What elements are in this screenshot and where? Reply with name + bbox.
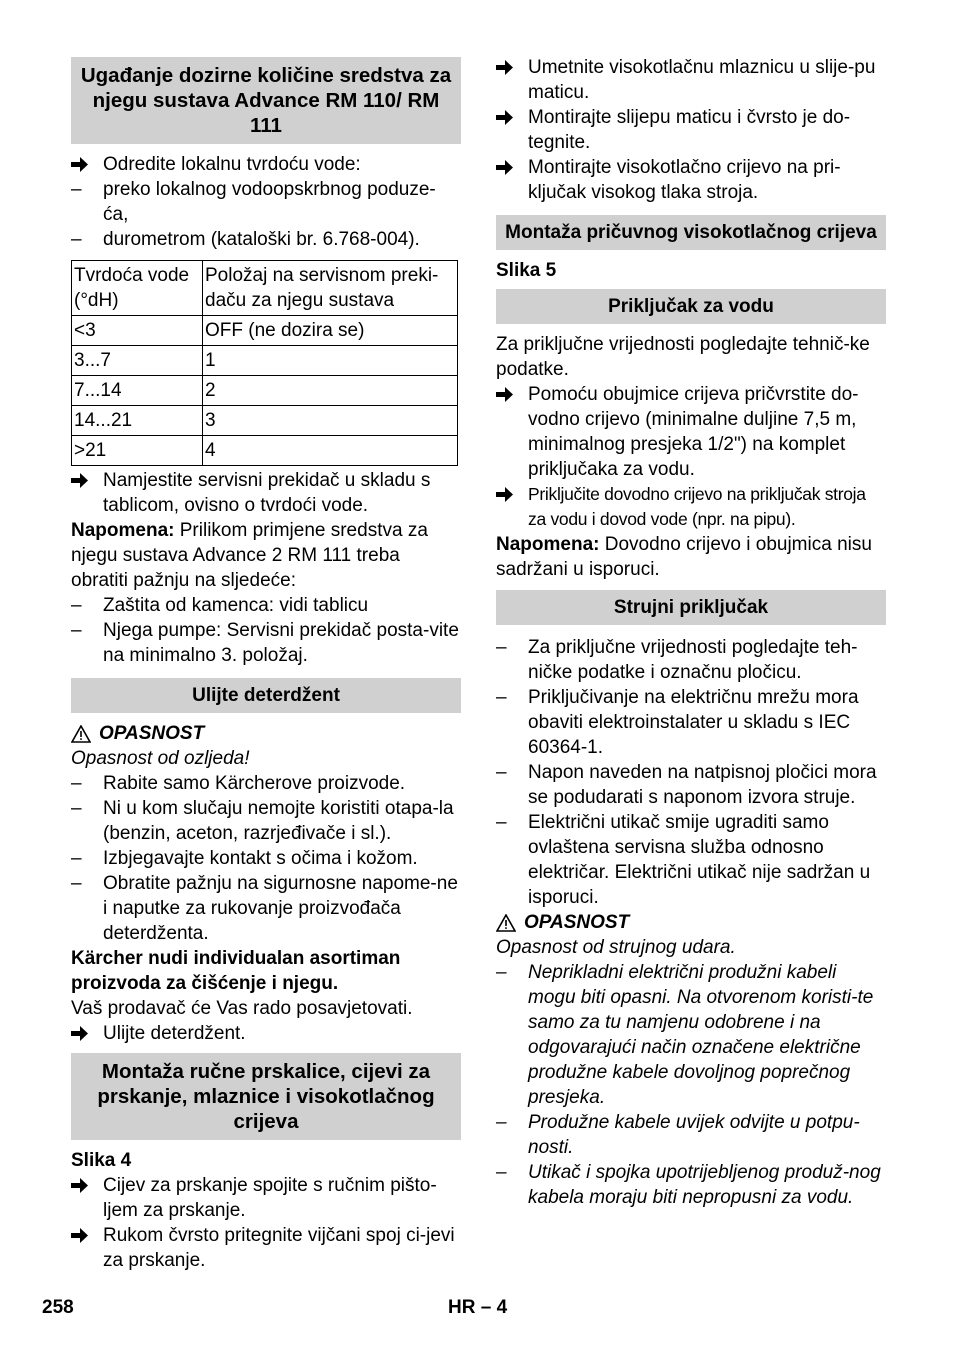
bold-paragraph: Kärcher nudi individualan asortiman proizvoda za čišćenje i njegu. bbox=[71, 948, 401, 994]
note-paragraph: Napomena: Prilikom primjene sredstva za njegu sustava Advance 2 RM 111 treba obratiti pažnju na sljedeće: bbox=[71, 520, 428, 591]
arrow-right-icon bbox=[71, 1173, 103, 1193]
dash-item: – Rabite samo Kärcherove proizvode. bbox=[71, 773, 406, 794]
dash-item: – preko lokalnog vodoopskrbnog poduze-ća, bbox=[71, 179, 436, 225]
dash-item: – Napon naveden na natpisnoj pločici mora se podudarati s naponom izvora struje. bbox=[496, 762, 877, 808]
water-hardness-table bbox=[71, 260, 458, 466]
table-cell: 1 bbox=[203, 346, 458, 376]
left-column bbox=[71, 55, 461, 1273]
table-row bbox=[72, 346, 458, 376]
instruction-step: Priključite dovodno crijevo na priključak stroja za vodu i dovod vode (npr. na pipu). bbox=[496, 482, 886, 532]
arrow-right-icon bbox=[71, 1021, 103, 1041]
warning-text: Opasnost od ozljeda! bbox=[71, 748, 250, 769]
dash-item: – Njega pumpe: Servisni prekidač posta-vite na minimalno 3. položaj. bbox=[71, 620, 459, 666]
table-header-cell: Tvrdoća vode (°dH) bbox=[72, 261, 203, 316]
instruction-step: Cijev za prskanje spojite s ručnim pišto-ljem za prskanje. bbox=[71, 1173, 461, 1223]
section-heading-water-connection: Priključak za vodu bbox=[496, 289, 886, 324]
right-column bbox=[496, 55, 886, 1210]
arrow-right-icon bbox=[496, 55, 528, 75]
instruction-step: Namjestite servisni prekidač u skladu s tablicom, ovisno o tvrdoći vode. bbox=[71, 468, 461, 518]
table-cell: OFF (ne dozira se) bbox=[203, 316, 458, 346]
arrow-right-icon bbox=[496, 382, 528, 402]
section-heading-power-connection: Strujni priključak bbox=[496, 590, 886, 625]
table-cell: 3 bbox=[203, 406, 458, 436]
table-header-row bbox=[72, 261, 458, 316]
warning-text: Opasnost od strujnog udara. bbox=[496, 937, 736, 958]
danger-warning: OPASNOST bbox=[71, 721, 461, 746]
arrow-right-icon bbox=[496, 105, 528, 125]
dash-item: – Zaštita od kamenca: vidi tablicu bbox=[71, 595, 369, 616]
figure-reference: Slika 5 bbox=[496, 260, 557, 281]
danger-warning: OPASNOST bbox=[496, 910, 886, 935]
arrow-right-icon bbox=[496, 482, 528, 502]
dash-item: – Produžne kabele uvijek odvijte u potpu-nosti. bbox=[496, 1112, 860, 1158]
dash-item: – Ni u kom slučaju nemojte koristiti otapa-la (benzin, aceton, razrjeđivače i sl.). bbox=[71, 798, 454, 844]
table-cell: 14...21 bbox=[72, 406, 203, 436]
table-row bbox=[72, 376, 458, 406]
table-cell: >21 bbox=[72, 436, 203, 466]
instruction-step: Umetnite visokotlačnu mlaznicu u slije-pu maticu. bbox=[496, 55, 886, 105]
note-paragraph: Napomena: Dovodno crijevo i obujmica nisu sadržani u isporuci. bbox=[496, 534, 872, 580]
dash-item: – Neprikladni električni produžni kabeli mogu biti opasni. Na otvorenom koristi-te samo za tu namjenu odobrene i na odgovarajući način označene električne produžne kabele dovoljnog poprečnog presjeka. bbox=[496, 962, 874, 1108]
paragraph: Vaš prodavač će Vas rado posavjetovati. bbox=[71, 998, 413, 1019]
instruction-step: Rukom čvrsto pritegnite vijčani spoj ci-jevi za prskanje. bbox=[71, 1223, 461, 1273]
dash-item: – Električni utikač smije ugraditi samo ovlaštena servisna služba odnosno električar. Električni utikač nije sadržan u isporuci. bbox=[496, 812, 871, 908]
dash-item: – Priključivanje na električnu mrežu mora obaviti elektroinstalater u skladu s IEC 60364-1. bbox=[496, 687, 859, 758]
figure-reference: Slika 4 bbox=[71, 1150, 132, 1171]
warning-triangle-icon bbox=[496, 914, 516, 932]
page-number: 258 bbox=[42, 1297, 74, 1318]
table-row bbox=[72, 406, 458, 436]
section-heading-detergent: Ulijte deterdžent bbox=[71, 678, 461, 713]
table-cell: 4 bbox=[203, 436, 458, 466]
table-row bbox=[72, 316, 458, 346]
warning-triangle-icon bbox=[71, 725, 91, 743]
table-header-cell: Položaj na servisnom preki-daču za njegu sustava bbox=[203, 261, 458, 316]
section-heading-spare-hose: Montaža pričuvnog visokotlačnog crijeva bbox=[496, 215, 886, 250]
table-row bbox=[72, 436, 458, 466]
page-section-label: HR – 4 bbox=[448, 1297, 508, 1318]
section-heading-dosing: Ugađanje dozirne količine sredstva za njegu sustava Advance RM 110/ RM 111 bbox=[71, 57, 461, 144]
dash-item: – Izbjegavajte kontakt s očima i kožom. bbox=[71, 848, 418, 869]
table-cell: <3 bbox=[72, 316, 203, 346]
paragraph: Za priključne vrijednosti pogledajte tehnič-ke podatke. bbox=[496, 334, 870, 380]
dash-item: – durometrom (kataloški br. 6.768-004). bbox=[71, 229, 420, 250]
dash-item: – Za priključne vrijednosti pogledajte teh-ničke podatke i označnu pločicu. bbox=[496, 637, 858, 683]
arrow-right-icon bbox=[71, 1223, 103, 1243]
arrow-right-icon bbox=[71, 468, 103, 488]
table-cell: 2 bbox=[203, 376, 458, 406]
instruction-step: Ulijte deterdžent. bbox=[71, 1021, 461, 1046]
instruction-step: Montirajte slijepu maticu i čvrsto je do-tegnite. bbox=[496, 105, 886, 155]
table-cell: 3...7 bbox=[72, 346, 203, 376]
arrow-right-icon bbox=[496, 155, 528, 175]
instruction-step: Montirajte visokotlačno crijevo na pri-ključak visokog tlaka stroja. bbox=[496, 155, 886, 205]
instruction-step: Pomoću obujmice crijeva pričvrstite do-vodno crijevo (minimalne duljine 7,5 m, minimalnog presjeka 1/2") na komplet priključaka za vodu. bbox=[496, 382, 886, 482]
section-heading-assembly: Montaža ručne prskalice, cijevi za prskanje, mlaznice i visokotlačnog crijeva bbox=[71, 1053, 461, 1140]
dash-item: – Utikač i spojka upotrijebljenog produž-nog kabela moraju biti nepropusni za vodu. bbox=[496, 1162, 881, 1208]
dash-item: – Obratite pažnju na sigurnosne napome-ne i naputke za rukovanje proizvođača deterdženta. bbox=[71, 873, 458, 944]
table-cell: 7...14 bbox=[72, 376, 203, 406]
arrow-right-icon bbox=[71, 152, 103, 172]
instruction-step: Odredite lokalnu tvrdoću vode: bbox=[71, 152, 461, 177]
